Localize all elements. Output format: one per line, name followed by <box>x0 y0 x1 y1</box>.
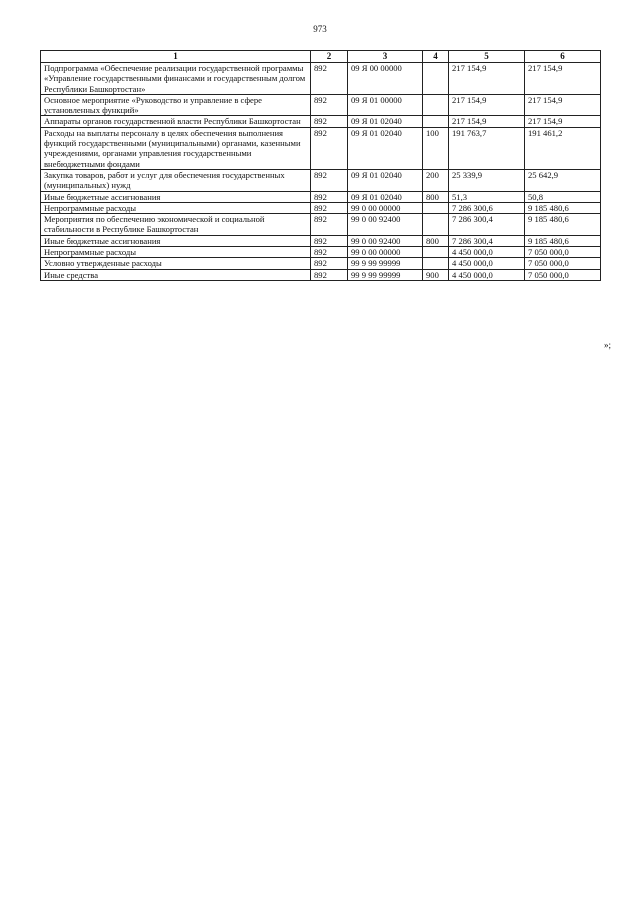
table-row <box>41 202 601 213</box>
expense-type-cell: 900 <box>423 269 449 280</box>
table-row <box>41 258 601 269</box>
expense-type-cell <box>423 202 449 213</box>
row-name-cell: Непрограммные расходы <box>41 202 311 213</box>
amount-year1-cell: 4 450 000,0 <box>449 258 525 269</box>
row-name-cell: Закупка товаров, работ и услуг для обеспечения государственных (муниципальных) нужд <box>41 169 311 191</box>
target-article-cell: 09 Я 01 02040 <box>348 191 423 202</box>
ministry-code-cell: 892 <box>311 235 348 246</box>
table-row <box>41 116 601 127</box>
amount-year2-cell: 50,8 <box>525 191 601 202</box>
amount-year2-cell: 7 050 000,0 <box>525 269 601 280</box>
ministry-code-cell: 892 <box>311 127 348 169</box>
amount-year2-cell: 7 050 000,0 <box>525 258 601 269</box>
expense-type-cell: 800 <box>423 191 449 202</box>
ministry-code-cell: 892 <box>311 214 348 236</box>
table-row <box>41 191 601 202</box>
table-row <box>41 63 601 95</box>
expense-type-cell: 100 <box>423 127 449 169</box>
amount-year2-cell: 217 154,9 <box>525 63 601 95</box>
column-header: 2 <box>311 51 348 63</box>
row-name-cell: Основное мероприятие «Руководство и управление в сфере установленных функций» <box>41 94 311 116</box>
amount-year1-cell: 25 339,9 <box>449 169 525 191</box>
budget-table <box>40 50 601 281</box>
target-article-cell: 09 Я 01 02040 <box>348 116 423 127</box>
row-name-cell: Непрограммные расходы <box>41 247 311 258</box>
amount-year2-cell: 9 185 480,6 <box>525 235 601 246</box>
amount-year1-cell: 217 154,9 <box>449 116 525 127</box>
amount-year1-cell: 4 450 000,0 <box>449 247 525 258</box>
target-article-cell: 99 9 99 99999 <box>348 258 423 269</box>
amount-year1-cell: 217 154,9 <box>449 63 525 95</box>
amount-year1-cell: 191 763,7 <box>449 127 525 169</box>
amount-year1-cell: 4 450 000,0 <box>449 269 525 280</box>
amount-year2-cell: 217 154,9 <box>525 116 601 127</box>
amount-year2-cell: 217 154,9 <box>525 94 601 116</box>
page-number: 973 <box>313 24 327 34</box>
target-article-cell: 99 9 99 99999 <box>348 269 423 280</box>
table-row <box>41 94 601 116</box>
ministry-code-cell: 892 <box>311 247 348 258</box>
target-article-cell: 99 0 00 00000 <box>348 202 423 213</box>
amount-year2-cell: 7 050 000,0 <box>525 247 601 258</box>
table-row <box>41 127 601 169</box>
expense-type-cell: 200 <box>423 169 449 191</box>
expense-type-cell <box>423 116 449 127</box>
row-name-cell: Условно утвержденные расходы <box>41 258 311 269</box>
row-name-cell: Аппараты органов государственной власти Республики Башкортостан <box>41 116 311 127</box>
amount-year1-cell: 217 154,9 <box>449 94 525 116</box>
table-row <box>41 269 601 280</box>
row-name-cell: Расходы на выплаты персоналу в целях обеспечения выполнения функций государственными (муниципальными) органами, казенными учреждениями, органами управления государственными внебюджетными фондами <box>41 127 311 169</box>
ministry-code-cell: 892 <box>311 94 348 116</box>
table-header-row <box>41 51 601 63</box>
target-article-cell: 99 0 00 92400 <box>348 235 423 246</box>
row-name-cell: Мероприятия по обеспечению экономической и социальной стабильности в Республике Башкортостан <box>41 214 311 236</box>
ministry-code-cell: 892 <box>311 116 348 127</box>
column-header: 4 <box>423 51 449 63</box>
row-name-cell: Иные бюджетные ассигнования <box>41 235 311 246</box>
ministry-code-cell: 892 <box>311 202 348 213</box>
target-article-cell: 09 Я 01 02040 <box>348 127 423 169</box>
target-article-cell: 09 Я 01 02040 <box>348 169 423 191</box>
amount-year1-cell: 7 286 300,4 <box>449 214 525 236</box>
closing-quote-mark: »; <box>604 340 612 350</box>
amount-year1-cell: 51,3 <box>449 191 525 202</box>
target-article-cell: 09 Я 01 00000 <box>348 94 423 116</box>
amount-year2-cell: 25 642,9 <box>525 169 601 191</box>
ministry-code-cell: 892 <box>311 191 348 202</box>
target-article-cell: 99 0 00 00000 <box>348 247 423 258</box>
amount-year2-cell: 9 185 480,6 <box>525 202 601 213</box>
row-name-cell: Иные средства <box>41 269 311 280</box>
table-row <box>41 235 601 246</box>
amount-year2-cell: 9 185 480,6 <box>525 214 601 236</box>
column-header: 5 <box>449 51 525 63</box>
expense-type-cell <box>423 258 449 269</box>
expense-type-cell: 800 <box>423 235 449 246</box>
table-row <box>41 169 601 191</box>
ministry-code-cell: 892 <box>311 169 348 191</box>
target-article-cell: 99 0 00 92400 <box>348 214 423 236</box>
amount-year1-cell: 7 286 300,4 <box>449 235 525 246</box>
expense-type-cell <box>423 214 449 236</box>
column-header: 1 <box>41 51 311 63</box>
ministry-code-cell: 892 <box>311 63 348 95</box>
ministry-code-cell: 892 <box>311 269 348 280</box>
expense-type-cell <box>423 247 449 258</box>
row-name-cell: Иные бюджетные ассигнования <box>41 191 311 202</box>
column-header: 6 <box>525 51 601 63</box>
amount-year1-cell: 7 286 300,6 <box>449 202 525 213</box>
amount-year2-cell: 191 461,2 <box>525 127 601 169</box>
column-header: 3 <box>348 51 423 63</box>
expense-type-cell <box>423 94 449 116</box>
target-article-cell: 09 Я 00 00000 <box>348 63 423 95</box>
expense-type-cell <box>423 63 449 95</box>
ministry-code-cell: 892 <box>311 258 348 269</box>
table-row <box>41 214 601 236</box>
table-row <box>41 247 601 258</box>
row-name-cell: Подпрограмма «Обеспечение реализации государственной программы «Управление государственными финансами и государственным долгом Республики Башкортостан» <box>41 63 311 95</box>
